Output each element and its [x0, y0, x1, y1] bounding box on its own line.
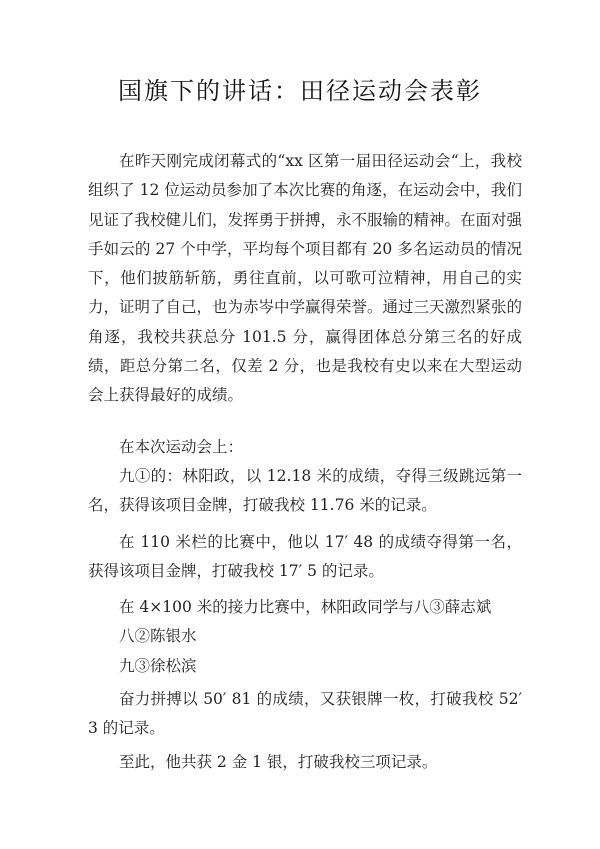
paragraph-relay-result: 奋力拼搏以 50′ 81 的成绩，又获银牌一枚，打破我校 52′ 3 的记录。 — [88, 690, 522, 738]
paragraph-relay-member-2: 八②陈银水 — [119, 627, 197, 645]
paragraph-relay-member-3: 九③徐松滨 — [119, 657, 197, 675]
paragraph-hurdles: 在 110 米栏的比赛中，他以 17′ 48 的成绩夺得第一名，获得该项目金牌，打破我校 17′ 5 的记录。 — [88, 533, 522, 581]
document-title: 国旗下的讲话：田径运动会表彰 — [118, 77, 482, 105]
paragraph-relay: 在 4×100 米的接力比赛中，林阳政同学与八③薛志斌 — [119, 598, 492, 616]
paragraph-summary: 至此，他共获 2 金 1 银，打破我校三项记录。 — [119, 753, 438, 771]
paragraph-triple-jump: 九①的：林阳政，以 12.18 米的成绩，夺得三级跳远第一名，获得该项目金牌，打破我校 11.76 米的记录。 — [88, 467, 522, 515]
paragraph-meet-heading: 在本次运动会上： — [119, 438, 244, 456]
paragraph-intro: 在昨天刚完成闭幕式的“xx 区第一届田径运动会“上，我校组织了 12 位运动员参加了本次比赛的角逐，在运动会中，我们见证了我校健儿们，发挥勇于拼搏，永不服输的精神。在面对强手如云的 27 个中学，平均每个项目都有 20 多名运动员的情况下，他们披筋斩筋，勇往直前，以可歌可泣精神，用自己的实力，证明了自己，也为赤岑中学赢得荣誉。通过三天激烈紧张的角逐，我校共获总分 101.5 分，赢得团体总分第三名的好成绩，距总分第二名，仅差 2 分，也是我校有史以来在大型运动会上获得最好的成绩。 — [88, 152, 523, 405]
